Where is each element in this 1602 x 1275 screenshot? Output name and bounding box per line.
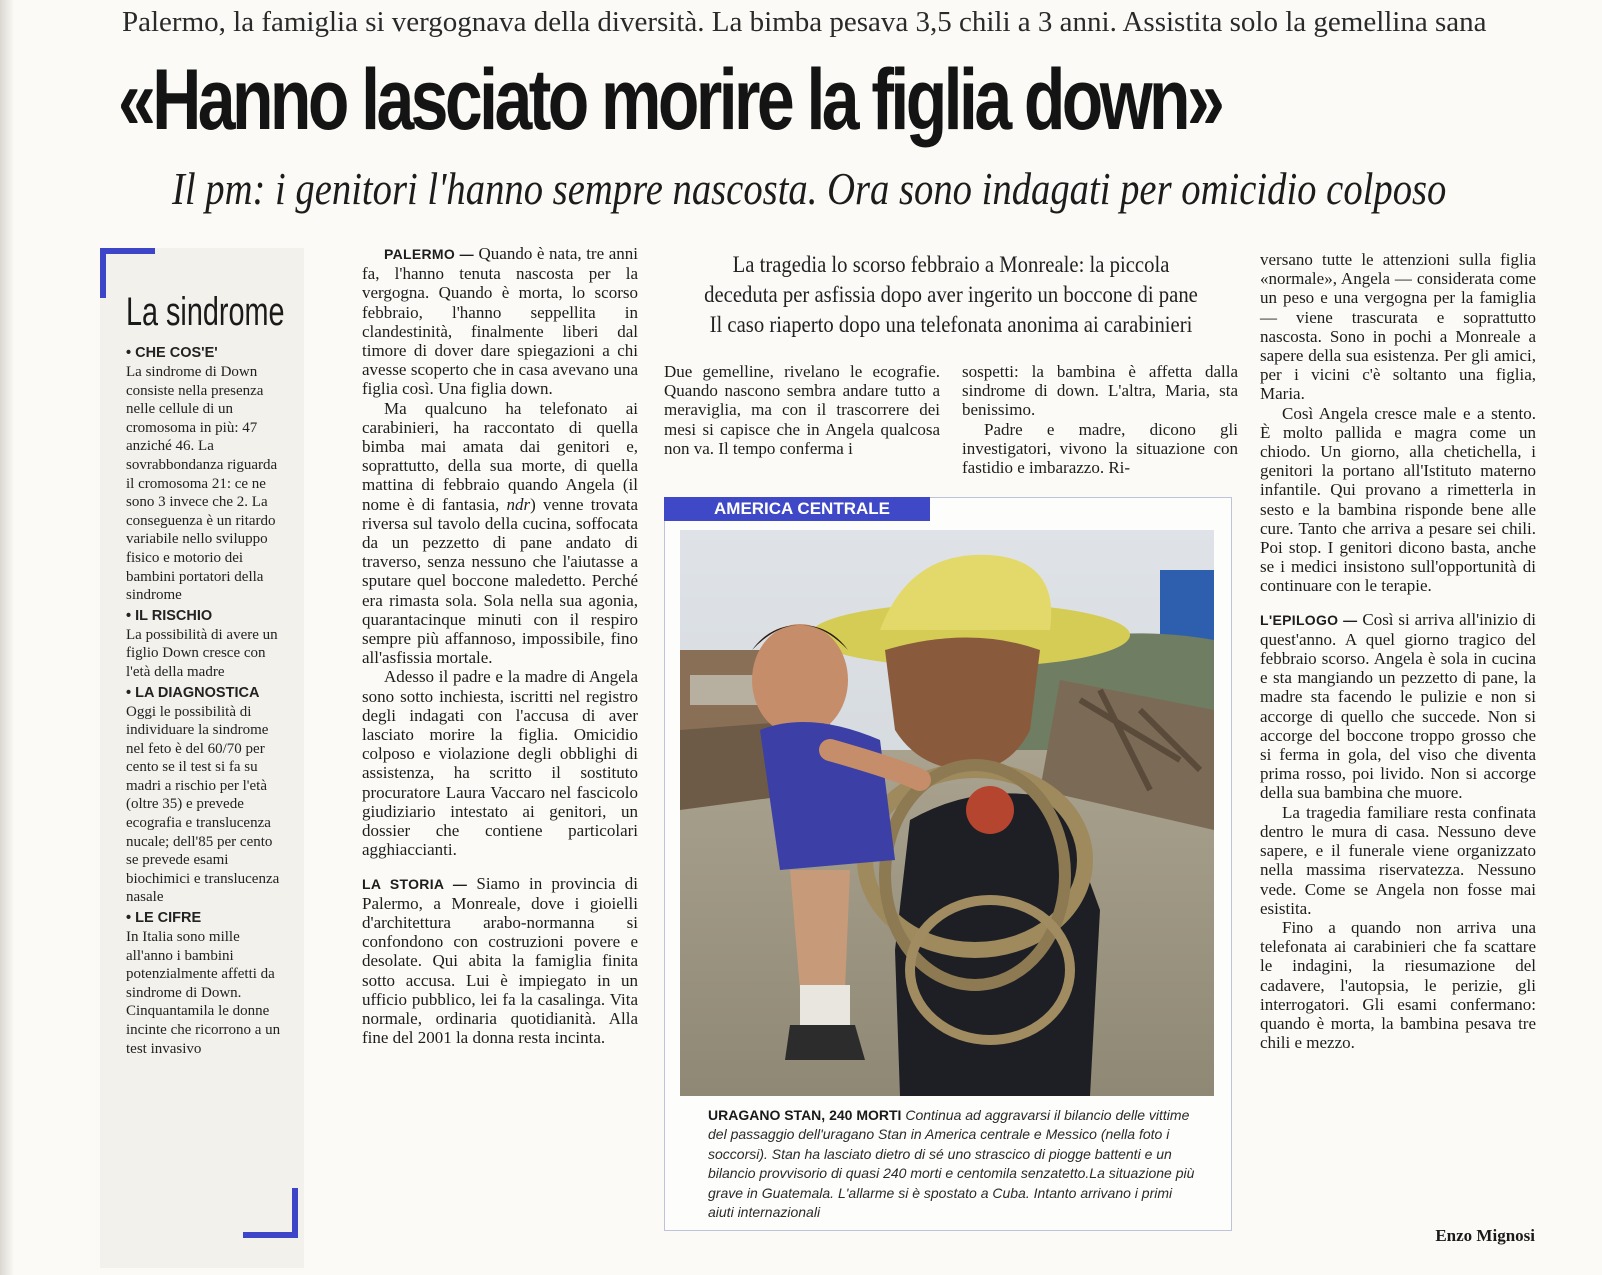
paragraph: Così Angela cresce male e a stento. È molto pallida e magra come un chiodo. Un giorno, alla chetichella, i genitori la portano all'Istituto materno infantile. Qui provano a rimetterla in sesto e la bambina risponde bene alle cure. Tanto che arriva a pesare sei chili. Poi stop. I genitori dicono basta, anche se i medici insistono sull'opportunità di continuare con le terapie. [1260,403,1536,596]
paragraph: Padre e madre, dicono gli investigatori, vivono la situazione con fastidio e imbarazzo. Ri- [962,419,1238,478]
paragraph: Due gemelline, rivelano le ecografie. Quando nascono sembra andare tutto a meraviglia, ma con il trascorrere dei mesi si capisce che in Angela qualcosa non va. Il tempo conferma i [664,362,940,458]
page-edge-shadow [0,0,14,1275]
bracket-top-left [100,248,106,298]
paragraph: Quando è nata, tre anni fa, l'hanno tenuta nascosta per la vergogna. Quando è morta, lo scorso febbraio, l'hanno seppellita in clandestinità, finalmente liberi dal timore di dover dare spiegazioni a chi avesse scoperto che in casa avevano una figlia così. Una figlia down. [362,244,638,399]
rescue-photo [680,530,1214,1096]
article-column-2b [962,362,1238,477]
sidebar-paragraph: Oggi le possibilità di individuare la sindrome nel feto è del 60/70 per cento se il test si fa su madri a rischio per l'età (oltre 35) e prevede ecografia e translucenza nucale; dell'85 per cento se prevede esami biochimici e translucenza nasale [126,703,280,906]
paragraph: versano tutte le attenzioni sulla figlia «normale», Angela — considerata come un peso e una vergogna per la famiglia — viene trascurata e soprattutto nascosta. Sono in pochi a Monreale a sapere della sua esistenza. Per gli amici, per i vicini c'è soltanto una figlia, Maria. [1260,250,1536,404]
photo-section-label: AMERICA CENTRALE [664,497,930,521]
bracket-bottom-right [292,1188,298,1238]
headline: «Hanno lasciato morire la figlia down» [118,52,1222,148]
paragraph: ) venne trovata riversa sul tavolo della cucina, soffocata da un pezzetto di pane andato di traverso, senza nessuno che l'aiutasse a sputare quel boccone maledetto. Perché era rimasta sola. Sola nella sua agonia, quarantacinque minuti con il respiro sempre più affannoso, impossibile, fino all'asfissia mortale. [362,494,638,668]
paragraph: Così si arriva all'inizio di quest'anno. A quel giorno tragico del febbraio scorso. Angela è sola in cucina e sta mangiando un pezzetto di pane, la madre sta facendo le pulizie e non si accorge di quello che succede. Non si accorge del boccone troppo grosso che si ferma in gola, del viso che diventa prima rosso, poi livido. Non si accorge della sua bambina che muore. [1260,609,1536,803]
article-column-2a [664,362,940,458]
sidebar-heading: • IL RISCHIO [126,607,213,624]
paragraph: Fino a quando non arriva una telefonata ai carabinieri che fa scattare le indagini, la riesumazione del cadavere, l'autopsia, le perizie, gli interrogatori. Gli esami confermano: quando è morta, la bambina pesava tre chili e mezzo. [1260,917,1536,1053]
deck [664,250,1238,340]
sidebar-paragraph: La possibilità di avere un figlio Down cresce con l'età della madre [126,626,278,680]
deck-line: deceduta per asfissia dopo aver ingerito un boccone di pane [704,282,1198,307]
sidebar-title: La sindrome [126,290,285,334]
sidebar-paragraph: In Italia sono mille all'anno i bambini potenzialmente affetti da sindrome di Down. Cinquantamila le donne incinte che ricorrono a un test invasivo [126,929,281,1057]
paragraph: Siamo in provincia di Palermo, a Monreale, dove i gioielli d'architettura arabo-normanna si confondono con costruzioni povere e desolate. Qui abita la famiglia finita sotto accusa. Lui è impiegato in un ufficio pubblico, lei fa la casalinga. Vita normale, ordinaria quotidianità. Alla fine del 2001 la donna resta incinta. [362,873,639,1048]
deck-line: Il caso riaperto dopo una telefonata anonima ai carabinieri [709,312,1193,337]
dateline: PALERMO — [384,246,474,262]
byline: Enzo Mignosi [1435,1226,1535,1245]
paragraph: sospetti: la bambina è affetta dalla sindrome di down. L'altra, Maria, sta benissimo. [962,362,1238,420]
caption-text: Continua ad aggravarsi il bilancio delle vittime del passaggio dell'uragano Stan in America centrale e Messico (nella foto i soccorsi). Stan ha lasciato dietro di sé uno strascico di piogge battenti e un bilancio provvisorio di quasi 240 morti e centomila senzatetto.La situazione più grave in Guatemala. L'allarme si è spostato a Cuba. Intanto arrivano i primi aiuti internazionali [708,1107,1195,1221]
caption-title: URAGANO STAN, 240 MORTI [708,1107,902,1123]
paragraph: Ma qualcuno ha telefonato ai carabinieri, ha raccontato di quella bimba mai amata dai genitori e, soprattutto, della sua morte, di quella mattina di febbraio quando Angela (il nome è di fantasia, [362,398,638,514]
paragraph-emphasis: ndr [506,494,531,514]
paragraph: Adesso il padre e la madre di Angela sono sotto inchiesta, iscritti nel registro degli indagati con l'accusa di aver lasciato morire la figlia. Omicidio colposo e violazione degli obblighi di assistenza, ha scritto il sostituto procuratore Laura Vaccaro nel fascicolo giudiziario intestato ai genitori, un dossier che contiene particolari agghiaccianti. [362,667,638,860]
subheadline: Il pm: i genitori l'hanno sempre nascosta. Ora sono indagati per omicidio colposo [172,163,1447,214]
sidebar-heading: • CHE COS'E' [126,345,218,361]
deck-line: La tragedia lo scorso febbraio a Monreale: la piccola [732,252,1170,277]
section-lead: L'EPILOGO — [1260,611,1358,628]
kicker: Palermo, la famiglia si vergognava della diversità. La bimba pesava 3,5 chili a 3 anni. Assistita solo la gemellina sana [122,6,1487,38]
article-column-4 [1260,250,1536,1052]
sidebar-heading: • LA DIAGNOSTICA [126,684,260,701]
bracket-top-left-h [100,248,155,254]
section-lead: LA STORIA — [362,875,468,892]
sidebar-text [126,342,282,1059]
sidebar-heading: • LE CIFRE [126,910,202,927]
article-column-1 [362,244,638,1047]
sidebar-paragraph: La sindrome di Down consiste nella presenza nelle cellule di un cromosoma in più: 47 anziché 46. La sovrabbondanza riguarda il cromosoma 21: ce ne sono 3 invece che 2. La conseguenza è un ritardo variabile nello sviluppo fisico e motorio dei bambini portatori della sindrome [126,364,278,604]
photo-caption [708,1106,1198,1222]
paragraph: La tragedia familiare resta confinata dentro le mura di casa. Nessuno deve sapere, e il funerale viene organizzato nella massima riservatezza. Nessuno vede. Come se Angela non fosse mai esistita. [1260,802,1536,918]
bracket-bottom-right-h [243,1232,298,1238]
